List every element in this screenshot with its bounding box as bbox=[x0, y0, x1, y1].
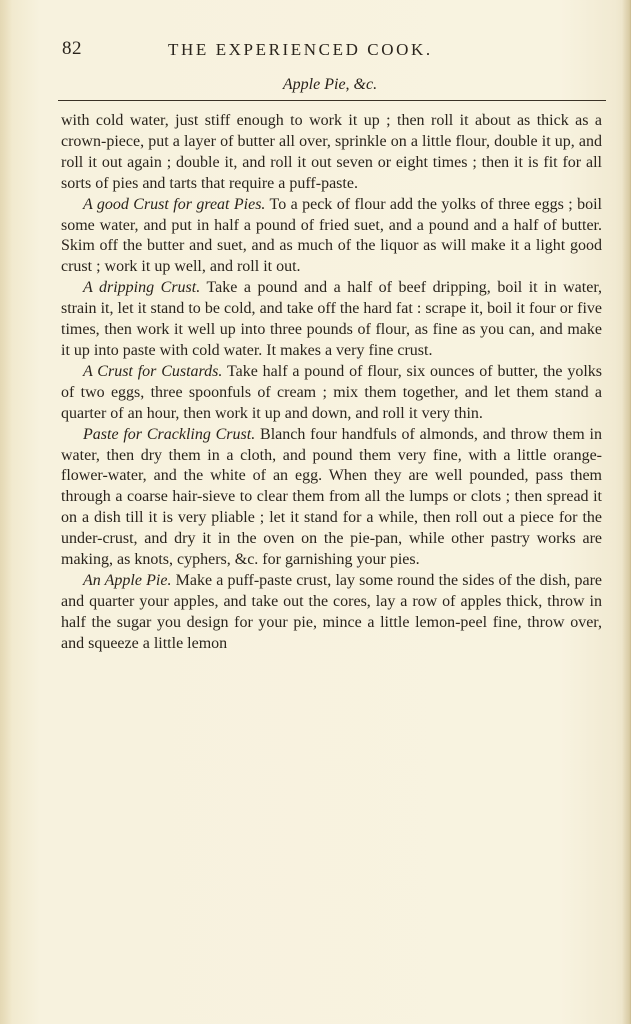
recipe-crust-for-custards bbox=[61, 362, 602, 425]
recipe-body: Make a puff-paste crust, lay some round the sides of the dish, pare and quarter your apples, and take out the cores, lay a row of apples thick, throw in half the sugar you design for your pie, mince a little lemon-peel fine, throw over, and squeeze a little lemon bbox=[61, 571, 603, 652]
heading-rule bbox=[58, 100, 606, 101]
page-right-edge bbox=[622, 0, 631, 1024]
page-number: 82 bbox=[62, 38, 82, 59]
recipe-body: Take half a pound of flour, six ounces of butter, the yolks of two eggs, three spoonfuls of cream ; mix them together, and let them stand a quarter of an hour, then work it up and down, and roll it very thin. bbox=[61, 362, 603, 422]
recipe-body: Take a pound and a half of beef dripping, boil it in water, strain it, let it stand to be cold, and take off the hard fat : scrape it, boil it four or five times, then work it well up into three pounds of flour, as fine as you can, and make it up into paste with cold water. It makes a very fine crust. bbox=[61, 279, 603, 359]
recipe-title: A good Crust for great Pies. bbox=[83, 195, 266, 213]
page-header bbox=[50, 38, 570, 64]
paragraph-body: with cold water, just stiff enough to work it up ; then roll it about as thick as a crown-piece, put a layer of butter all over, sprinkle on a little flour, double it up, and roll it out again ; double it, and roll it out seven or eight times ; then it is fit for all sorts of pies and tarts that require a puff-paste. bbox=[61, 112, 602, 192]
page-left-edge bbox=[0, 0, 12, 1024]
recipe-dripping-crust bbox=[61, 278, 602, 362]
recipe-text bbox=[61, 111, 602, 655]
recipe-apple-pie bbox=[61, 571, 602, 655]
recipe-body: Blanch four handfuls of almonds, and throw them in water, then dry them in a cloth, and pound them very fine, with a little orange-flower-water, and the white of an egg. When they are well pounded, pass them through a coarse hair-sieve to clear them from all the lumps or clots ; then spread it on a dish till it is very pliable ; let it stand for a while, then roll out a piece for the under-crust, and dry it in the oven on the pie-pan, while other pastry works are making, as knots, cyphers, &c. for garnishing your pies. bbox=[61, 425, 603, 569]
recipe-title: Paste for Crackling Crust. bbox=[83, 425, 256, 443]
recipe-body: To a peck of flour add the yolks of three eggs ; boil some water, and put in half a pound of fried suet, and a pound and a half of butter. Skim off the butter and suet, and as much of the liquor as will make it a light good crust ; work it up well, and roll it out. bbox=[61, 195, 602, 276]
section-heading: Apple Pie, &c. bbox=[282, 76, 378, 93]
recipe-crackling-crust bbox=[61, 425, 602, 571]
recipe-crust-for-great-pies bbox=[61, 195, 602, 279]
recipe-title: An Apple Pie. bbox=[83, 571, 172, 589]
running-title: THE EXPERIENCED COOK. bbox=[168, 40, 433, 59]
recipe-title: A Crust for Custards. bbox=[83, 362, 223, 380]
paragraph-continuation bbox=[61, 111, 602, 195]
recipe-title: A dripping Crust. bbox=[83, 279, 201, 297]
